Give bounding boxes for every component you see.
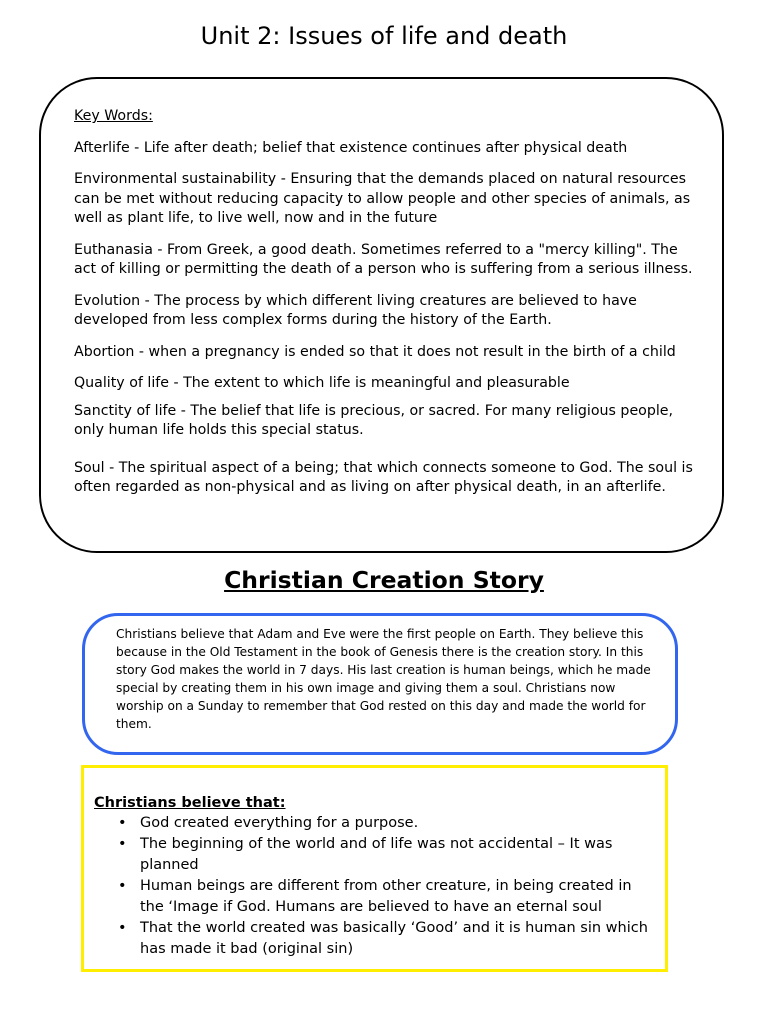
list-item — [94, 876, 654, 918]
list-item — [94, 834, 654, 876]
key-word-evolution: Evolution - The process by which different living creatures are believed to have developed from less complex forms during the history of the Earth. — [74, 292, 637, 328]
belief-text: The beginning of the world and of life was not accidental – It was planned — [140, 836, 613, 873]
beliefs-box — [81, 765, 668, 972]
key-word-abortion: Abortion - when a pregnancy is ended so that it does not result in the birth of a child — [74, 343, 676, 360]
key-word-sanctity-of-life: Sanctity of life - The belief that life is precious, or sacred. For many religious people, only human life holds this special status. — [74, 402, 674, 438]
beliefs-list — [94, 813, 654, 960]
creation-story-box — [82, 613, 678, 755]
page-title: Unit 2: Issues of life and death — [200, 22, 568, 50]
beliefs-heading: Christians believe that: — [94, 795, 286, 811]
list-item — [94, 918, 654, 960]
bullet-icon: • — [118, 815, 127, 831]
key-word-quality-of-life: Quality of life - The extent to which life is meaningful and pleasurable — [74, 375, 570, 391]
bullet-icon: • — [118, 920, 127, 936]
creation-story-text: Christians believe that Adam and Eve were the first people on Earth. They believe this because in the Old Testament in the book of Genesis there is the creation story. In this story God makes the world in 7 days. His last creation is human beings, which he made special by creating them in his own image and giving them a soul. Christians now worship on a Sunday to remember that God rested on this day and made the world for them. — [116, 627, 651, 731]
key-words-content — [74, 107, 699, 510]
key-words-box — [39, 77, 724, 553]
bullet-icon: • — [118, 836, 127, 852]
bullet-icon: • — [118, 878, 127, 894]
key-word-environmental-sustainability: Environmental sustainability - Ensuring that the demands placed on natural resources can be met without reducing capacity to allow people and other species of animals, as well as plant life, to live well, now and in the future — [74, 171, 691, 226]
list-item — [94, 813, 654, 834]
belief-text: Human beings are different from other creature, in being created in the ‘Image if God. Humans are believed to have an eternal soul — [140, 878, 632, 915]
belief-text: That the world created was basically ‘Good’ and it is human sin which has made it bad (original sin) — [140, 920, 648, 957]
belief-text: God created everything for a purpose. — [140, 815, 419, 831]
creation-story-title: Christian Creation Story — [224, 566, 544, 594]
key-word-afterlife: Afterlife - Life after death; belief that existence continues after physical death — [74, 139, 628, 156]
key-word-soul: Soul - The spiritual aspect of a being; that which connects someone to God. The soul is often regarded as non-physical and as living on after physical death, in an afterlife. — [74, 459, 693, 495]
key-words-heading: Key Words: — [74, 108, 153, 124]
key-word-euthanasia: Euthanasia - From Greek, a good death. Sometimes referred to a "mercy killing". The act of killing or permitting the death of a person who is suffering from a serious illness. — [74, 241, 693, 277]
